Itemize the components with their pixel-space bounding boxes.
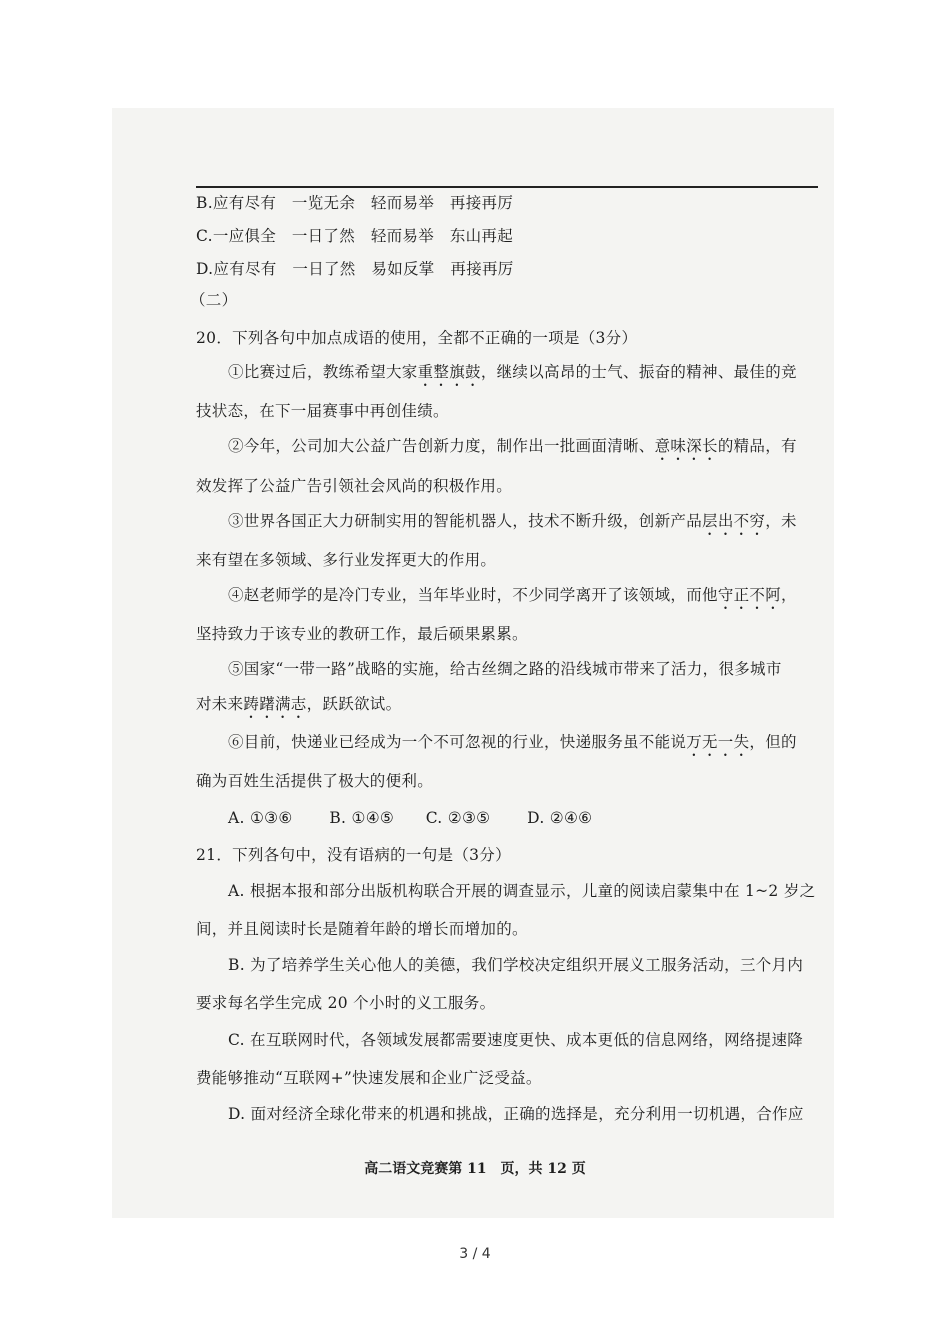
option-b-cont: 要求每名学生完成 20 个小时的义工服务。	[196, 994, 496, 1012]
page-footer: 高二语文竞赛第 11 页，共 12 页	[364, 1161, 586, 1177]
marked-idiom: 踌躇满志	[243, 695, 307, 713]
page-number: 3 / 4	[459, 1246, 491, 1262]
option-a-cont: 间，并且阅读时长是随着年龄的增长而增加的。	[196, 920, 528, 938]
option-c-prev: C.一应俱全 一日了然 轻而易举 东山再起	[196, 227, 514, 245]
question-20-choices: A. ①③⑥ B. ①④⑤ C. ②③⑤ D. ②④⑥	[228, 809, 593, 827]
sentence-4-cont: 坚持致力于该专业的教研工作，最后硕果累累。	[196, 625, 528, 643]
marked-idiom: 层出不穷	[702, 512, 766, 530]
marked-idiom: 万无一失	[686, 733, 750, 751]
sentence-5-cont: 对未来踌躇满志，跃跃欲试。	[196, 695, 402, 713]
sentence-4: ④赵老师学的是冷门专业，当年毕业时，不少同学离开了该领域，而他守正不阿，	[228, 586, 797, 604]
option-b-prev: B.应有尽有 一览无余 轻而易举 再接再厉	[196, 194, 514, 212]
option-d-prev: D.应有尽有 一日了然 易如反掌 再接再厉	[196, 260, 514, 278]
option-b: B. 为了培养学生关心他人的美德，我们学校决定组织开展义工服务活动，三个月内	[228, 956, 804, 974]
question-21-stem: 21．下列各句中，没有语病的一句是（3分）	[196, 846, 511, 864]
sentence-6: ⑥目前，快递业已经成为一个不可忽视的行业，快递服务虽不能说万无一失，但的	[228, 733, 797, 751]
marked-idiom: 重整旗鼓	[417, 363, 481, 381]
sentence-2-cont: 效发挥了公益广告引领社会风尚的积极作用。	[196, 477, 513, 495]
table-top-rule	[196, 186, 818, 188]
marked-idiom: 意味深长	[654, 437, 718, 455]
option-a: A. 根据本报和部分出版机构联合开展的调查显示，儿童的阅读启蒙集中在 1~2 岁之	[228, 882, 816, 900]
question-20-stem: 20．下列各句中加点成语的使用，全都不正确的一项是（3分）	[196, 329, 638, 347]
sentence-3: ③世界各国正大力研制实用的智能机器人，技术不断升级，创新产品层出不穷，未	[228, 512, 797, 530]
option-c: C. 在互联网时代，各领域发展都需要速度更快、成本更低的信息网络，网络提速降	[228, 1031, 804, 1049]
option-d: D. 面对经济全球化带来的机遇和挑战，正确的选择是，充分利用一切机遇，合作应	[228, 1105, 804, 1123]
sentence-6-cont: 确为百姓生活提供了极大的便利。	[196, 772, 434, 790]
option-c-cont: 费能够推动“互联网+”快速发展和企业广泛受益。	[196, 1069, 542, 1087]
marked-idiom: 守正不阿	[717, 586, 782, 604]
sentence-2: ②今年，公司加大公益广告创新力度，制作出一批画面清晰、意味深长的精品，有	[228, 437, 797, 455]
sentence-3-cont: 来有望在多领域、多行业发挥更大的作用。	[196, 551, 497, 569]
sentence-1: ①比赛过后，教练希望大家重整旗鼓，继续以高昂的士气、振奋的精神、最佳的竞	[228, 363, 797, 381]
sentence-5: ⑤国家“一带一路”战略的实施，给古丝绸之路的沿线城市带来了活力，很多城市	[228, 660, 782, 678]
section-label: （二）	[190, 291, 238, 309]
sentence-1-cont: 技状态，在下一届赛事中再创佳绩。	[196, 402, 449, 420]
